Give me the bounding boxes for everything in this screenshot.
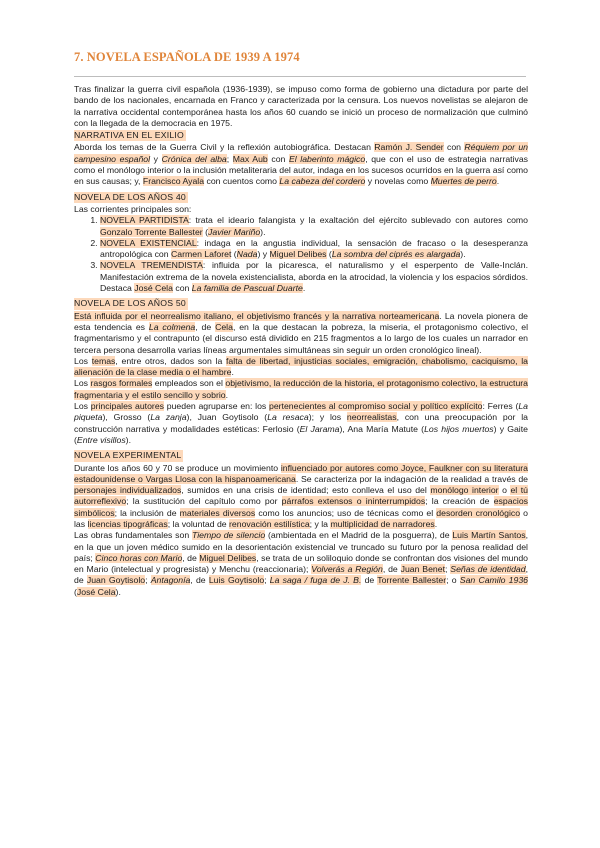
text-span: ), Grosso ( [102, 412, 151, 423]
text-span: : Ferres ( [482, 401, 519, 412]
text-span: pueden agruparse en: los [164, 401, 269, 412]
title-divider [74, 76, 526, 77]
text-span: , se trata de un soliloquio donde se confrontan dos visiones del mundo en Mario (intelectual y progresista) y Menchu (reaccionaria); [74, 552, 529, 575]
highlighted-text: Señas de identidad [450, 564, 526, 575]
text-span: . [496, 176, 500, 187]
highlighted-text: La saga / fuga de J. B. [269, 575, 362, 586]
highlighted-text: pertenecientes al compromiso social y político explícito [269, 401, 483, 412]
highlighted-text: José Cela [134, 283, 173, 294]
highlighted-text: Antagonía [150, 575, 191, 586]
highlighted-text: Miguel Delibes [199, 552, 257, 563]
list-item [100, 215, 528, 238]
text-span: La zanja [150, 412, 187, 423]
highlighted-text: NOVELA PARTIDISTA [100, 215, 189, 226]
highlighted-text: materiales diversos [179, 507, 256, 518]
anos50-paragraph-3 [74, 378, 528, 401]
highlighted-text: licencias tipográficas [87, 518, 168, 529]
list-item [100, 260, 528, 294]
highlighted-text: el tú autorreflexivo [74, 485, 528, 507]
text-span: ) y Gaite ( [74, 423, 528, 445]
text-span: La resaca [267, 412, 309, 423]
text-span: con [443, 142, 465, 153]
highlighted-text: La familia de Pascual Duarte [191, 283, 303, 294]
text-span: ; [145, 575, 151, 586]
highlighted-text: desorden cronológico [436, 507, 521, 518]
text-span: con [267, 153, 289, 164]
anos50-paragraph-1 [74, 311, 528, 356]
highlighted-text: Tiempo de silencio [192, 530, 266, 541]
text-span: La piqueta [74, 401, 529, 423]
text-span: , de [382, 564, 401, 575]
text-span: , de [182, 552, 200, 563]
highlighted-text: rasgos formales [90, 378, 153, 389]
text-span: como los anuncios; uso de técnicas como el [255, 507, 437, 518]
text-span: y novelas como [365, 176, 431, 187]
section-heading-anos40: NOVELA DE LOS AÑOS 40 [74, 191, 186, 202]
highlighted-text: párrafos extensos o ininterrumpidos [281, 496, 426, 507]
anos50-paragraph-2 [74, 356, 528, 379]
text-span: ). [460, 249, 466, 260]
text-span: ; [226, 153, 233, 164]
text-span: . [302, 283, 306, 294]
text-span: ). [260, 226, 266, 237]
highlighted-text: Juan Benet [400, 564, 446, 575]
highlighted-text: influenciado por autores como Joyce, Faulkner con su literatura estadounidense o Vargas Llosa con la hispanoamericana [74, 462, 528, 484]
text-span: ), Ana María Matute ( [339, 423, 425, 434]
anos50-paragraph-4 [74, 401, 528, 446]
text-span: Los [74, 378, 91, 389]
page-title: 7. NOVELA ESPAÑOLA DE 1939 A 1974 [74, 50, 300, 64]
text-span: ; la inclusión de [114, 507, 180, 518]
anos40-list [74, 215, 528, 294]
text-span: , entre otros, dados son la [115, 355, 227, 366]
text-span: : indaga en la angustia individual, la sensación de fracaso o la desesperanza antropológica con [100, 237, 528, 260]
text-span: . [225, 389, 229, 400]
section-heading-exilio: NARRATIVA EN EL EXILIO [74, 130, 184, 141]
highlighted-text: objetivismo, la reducción de la historia, el protagonismo colectivo, la estructura fragmentaria y el estilo sencillo y sobrio [74, 378, 528, 400]
text-span: con cuentos como [204, 176, 280, 187]
text-span: Entre visillos [76, 434, 126, 445]
author-highlight: Ramón J. Sender [374, 142, 444, 153]
work-highlight: Crónica del alba [161, 153, 227, 164]
highlighted-text: neorrealistas [346, 412, 397, 423]
text-span: , que con el uso de estrategia narrativas como el monólogo interior o la inclusión metaliteraria del autor, indaga en los sucesos ocurridos en la guerra así como en sus causas; y, [74, 153, 529, 187]
text-span: Tras finalizar la guerra civil española (1936-1939), se impuso como forma de gobierno una dictadura por parte del bando de los nacionales, encarnada en Franco y caracterizada por la censura. Los nuevos novelistas se alejaron de la narrativa occidental contemporánea hasta los años 60 cuando se inició un proceso de normalización que culminó con la llegada de la democracia en 1975. [74, 84, 528, 128]
text-span: Los hijos muertos [424, 423, 494, 434]
text-span: y [150, 153, 162, 164]
highlighted-text: Está influida por el neorrealismo italiano, el objetivismo francés y la narrativa norteamericana [74, 310, 440, 321]
text-span: , en la que un joven médico sumido en la desorientación existencial ve truncado su futuro por la penosa realidad del país; [74, 530, 529, 563]
work-highlight: Muertes de perro [430, 176, 497, 187]
text-span: ; o [446, 575, 460, 586]
exilio-paragraph [74, 142, 528, 187]
highlighted-text: renovación estilística [229, 518, 310, 529]
intro-paragraph [74, 84, 528, 129]
highlighted-text: Cela [215, 321, 233, 332]
text-span: o [498, 485, 511, 496]
text-span: : influida por la picaresca, el naturalismo y el esperpento de Valle-Inclán. Manifestación extrema de la novela existencialista, aborda en la atrocidad, la violencia y los espacios sórdidos. Destaca [100, 260, 529, 294]
text-span: : trata el ideario falangista y la exaltación del ejército sublevado con autores como [188, 215, 528, 226]
highlighted-text: temas [91, 355, 116, 366]
highlighted-text: personajes individualizados [74, 485, 182, 496]
highlighted-text: Javier Mariño [208, 226, 261, 237]
text-span: Los [74, 355, 92, 366]
section-heading-experimental: NOVELA EXPERIMENTAL [74, 450, 182, 461]
text-span: , de [190, 575, 209, 586]
text-span: ; [445, 564, 451, 575]
text-span: ; y la [309, 518, 331, 529]
text-span: ), Juan Goytisolo ( [186, 412, 268, 423]
text-span: ( [326, 249, 332, 260]
text-span: . La novela pionera de esta tendencia es [74, 310, 528, 332]
text-span: , con una preocupación por la construcción narrativa y modalidades estéticas: Ferlosio ( [74, 412, 528, 434]
text-span: ). [125, 434, 131, 445]
text-span: Los [74, 401, 91, 412]
text-span: . [434, 518, 438, 529]
experimental-paragraph-2 [74, 530, 528, 598]
text-span: con [172, 283, 192, 294]
text-span: ; la voluntad de [167, 518, 230, 529]
highlighted-text: Torrente Ballester [377, 575, 447, 586]
highlighted-text: Nada [236, 249, 258, 260]
text-span: , sumidos en una crisis de identidad; esto conlleva el uso del [181, 485, 431, 496]
text-span: de [361, 575, 378, 586]
text-span: Aborda los temas de la Guerra Civil y la reflexión autobiográfica. Destacan [74, 142, 375, 153]
highlighted-text: monólogo interior [430, 485, 499, 496]
author-highlight: Francisco Ayala [142, 176, 205, 187]
text-span: empleados son el [152, 378, 226, 389]
highlighted-text: La colmena [148, 321, 196, 332]
list-item [100, 238, 528, 261]
highlighted-text: Cinco horas con Mario [95, 552, 183, 563]
text-span: ; [264, 575, 270, 586]
text-span: ( [231, 249, 237, 260]
text-span: , de [74, 564, 528, 586]
highlighted-text: Juan Goytisolo [86, 575, 146, 586]
text-span: , de [195, 321, 216, 332]
highlighted-text: Carmen Laforet [171, 249, 232, 260]
highlighted-text: falta de libertad, injusticias sociales, emigración, chabolismo, caciquismo, la alienación de la clase media o el hambre [74, 355, 528, 378]
text-span: Durante los años 60 y 70 se produce un movimiento [74, 462, 281, 473]
work-highlight: La cabeza del cordero [279, 176, 366, 187]
highlighted-text: Volverás a Región [311, 564, 383, 575]
highlighted-text: principales autores [90, 401, 164, 412]
document-body [74, 84, 528, 598]
highlighted-text: NOVELA EXISTENCIAL [100, 237, 197, 248]
text-span: ). [115, 586, 121, 597]
text-span: ); y los [308, 412, 347, 423]
author-highlight: Max Aub [232, 153, 268, 164]
highlighted-text: multiplicidad de narradores [330, 518, 435, 529]
highlighted-text: Miguel Delibes [269, 249, 327, 260]
highlighted-text: San Camilo 1936 [459, 575, 528, 586]
anos40-lead: Las corrientes principales son: [74, 203, 192, 214]
text-span: ; la creación de [425, 496, 494, 507]
highlighted-text: La sombra del ciprés es alargada [331, 249, 461, 260]
highlighted-text: espacios simbólicos [74, 496, 528, 518]
section-heading-anos50: NOVELA DE LOS AÑOS 50 [74, 298, 186, 309]
text-span: El Jarama [299, 423, 340, 434]
text-span: ; la sustitución del capítulo como por [126, 496, 282, 507]
experimental-paragraph-1 [74, 463, 528, 531]
text-span: ) y [257, 249, 270, 260]
highlighted-text: NOVELA TREMENDISTA [100, 260, 203, 271]
highlighted-text: Luis Goytisolo [208, 575, 265, 586]
text-span: . Se caracteriza por la indagación de la realidad a través de [295, 473, 528, 484]
text-span: Las obras fundamentales son [74, 530, 193, 541]
text-span: o las [74, 507, 529, 529]
text-span: . [231, 367, 234, 378]
work-highlight: El laberinto mágico [288, 153, 366, 164]
highlighted-text: José Cela [76, 586, 116, 597]
text-span: ( [74, 586, 77, 597]
text-span: , en la que destacan la pobreza, la miseria, el protagonismo colectivo, el fragmentarismo y el contrapunto (el discurso está dividido en 215 fragmentos a lo largo de los cuales un narrador en tercera persona desarrolla varias líneas argumentales simultáneas sin seguir un orden cronológico lineal). [74, 321, 529, 355]
highlighted-text: Gonzalo Torrente Ballester [100, 226, 203, 237]
highlighted-text: Luis Martín Santos [452, 530, 526, 541]
text-span: ( [202, 226, 209, 237]
work-highlight: Réquiem por un campesino español [74, 142, 528, 164]
text-span: (ambientada en el Madrid de la posguerra), de [265, 530, 453, 541]
